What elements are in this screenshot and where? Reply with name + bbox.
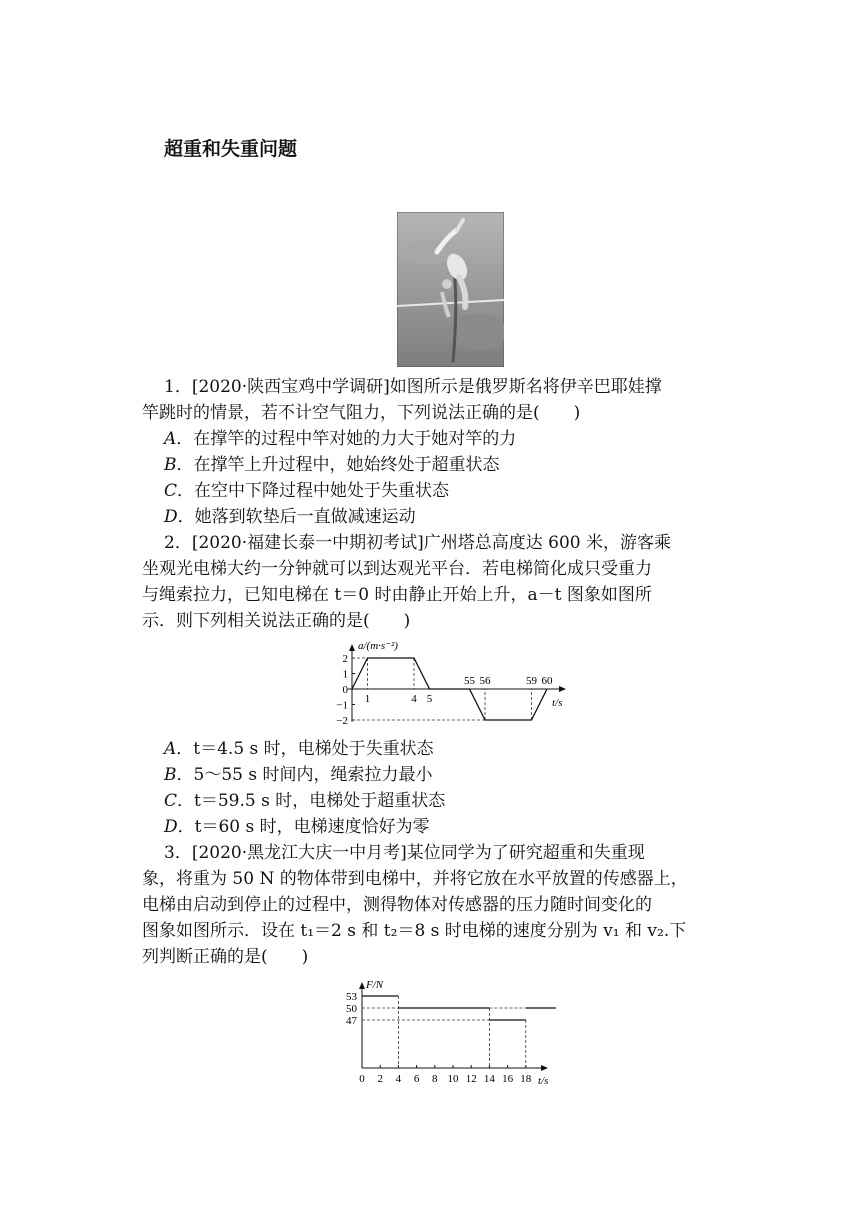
- y-tick-label: 53: [346, 991, 357, 1003]
- pole-vault-photo: [397, 212, 504, 367]
- q1-option-d: [164, 506, 416, 528]
- option-letter: B: [164, 455, 177, 475]
- q2-line-3: 与绳索拉力，已知电梯在 t＝0 时由静止开始上升，a－t 图象如图所: [142, 585, 652, 605]
- x-tick-label: 60: [541, 675, 553, 687]
- q3-line-5: 列判断正确的是( ): [142, 947, 309, 967]
- x-tick-label: 55: [464, 675, 475, 687]
- y-tick-label: 1: [342, 668, 348, 681]
- q2-option-d: [164, 816, 430, 838]
- q2-option-a: [164, 738, 434, 760]
- x-tick-label: 8: [432, 1073, 438, 1085]
- q3-line-3: 电梯由启动到停止的过程中，测得物体对传感器的压力随时间变化的: [142, 895, 652, 915]
- option-letter: C: [164, 791, 178, 811]
- x-axis-arrow: [559, 686, 566, 692]
- x-tick-label: 10: [447, 1073, 459, 1085]
- q1-line-1: 1．[2020·陕西宝鸡中学调研]如图所示是俄罗斯名将伊辛巴耶娃撑: [164, 377, 662, 397]
- y-axis-label: F/N: [366, 979, 384, 991]
- y-tick-label: 0: [342, 684, 348, 696]
- x-tick-label: 5: [426, 693, 433, 705]
- q3-line-4: 图象如图所示．设在 t₁＝2 s 和 t₂＝8 s 时电梯的速度分别为 v₁ 和 v₂.下: [142, 921, 687, 941]
- option-letter: D: [164, 817, 178, 837]
- x-tick-label: 4: [395, 1073, 402, 1085]
- option-letter: D: [164, 507, 178, 527]
- x-tick-label: 2: [377, 1073, 383, 1085]
- q2-line-2: 坐观光电梯大约一分钟就可以到达观光平台．若电梯简化成只受重力: [142, 559, 652, 579]
- x-axis-arrow: [541, 1065, 548, 1071]
- y-axis-label: a/(m·s⁻²): [358, 640, 398, 652]
- q3-line-2: 象，将重为 50 N 的物体带到电梯中，并将它放在水平放置的传感器上，: [142, 869, 688, 889]
- q1-line-2: 竿跳时的情景，若不计空气阻力，下列说法正确的是( ): [142, 403, 581, 423]
- option-text: ．5～55 s 时间内，绳索拉力最小: [176, 765, 433, 785]
- option-text: ．在撑竿的过程中竿对她的力大于她对竿的力: [176, 429, 517, 449]
- y-tick-label: 47: [346, 1015, 357, 1027]
- option-text: ．她落到软垫后一直做减速运动: [177, 507, 416, 527]
- q3-line-1: 3．[2020·黑龙江大庆一中月考]某位同学为了研究超重和失重现: [164, 843, 645, 863]
- option-letter: A: [164, 429, 177, 449]
- y-axis-arrow: [359, 982, 365, 989]
- y-tick-label: 2: [342, 653, 348, 665]
- option-text: ．t＝60 s 时，电梯速度恰好为零: [177, 817, 430, 837]
- x-tick-label: 16: [502, 1073, 514, 1085]
- x-tick-label: 4: [411, 693, 417, 705]
- option-text: ．t＝4.5 s 时，电梯处于失重状态: [176, 739, 434, 759]
- x-tick-label: 6: [413, 1073, 420, 1085]
- q2-option-c: [164, 790, 445, 812]
- x-tick-label: 14: [483, 1073, 495, 1085]
- y-tick-label: −1: [336, 699, 348, 712]
- x-tick-label: 59: [526, 675, 537, 687]
- option-letter: B: [164, 765, 177, 785]
- q2-line-1: 2．[2020·福建长泰一中期初考试]广州塔总高度达 600 米，游客乘: [164, 533, 672, 553]
- page-title: 超重和失重问题: [164, 138, 298, 160]
- q1-option-a: [164, 428, 516, 450]
- x-tick-label: 18: [520, 1073, 532, 1085]
- x-axis-label: t/s: [552, 697, 563, 709]
- option-letter: C: [164, 481, 178, 501]
- x-tick-label: 12: [465, 1073, 477, 1085]
- q2-option-b: [164, 764, 432, 786]
- option-letter: A: [164, 739, 177, 759]
- q1-option-b: [164, 454, 500, 476]
- option-text: ．在撑竿上升过程中，她始终处于超重状态: [176, 455, 500, 475]
- force-time-chart: [336, 976, 556, 1088]
- option-text: ．在空中下降过程中她处于失重状态: [177, 481, 450, 501]
- y-tick-label: 50: [346, 1003, 357, 1015]
- x-tick-label: 1: [364, 693, 371, 705]
- x-axis-label: t/s: [538, 1075, 549, 1087]
- option-text: ．t＝59.5 s 时，电梯处于超重状态: [177, 791, 446, 811]
- x-tick-label: 56: [479, 675, 491, 687]
- q2-line-4: 示．则下列相关说法正确的是( ): [142, 611, 411, 631]
- y-tick-label: −2: [336, 715, 348, 727]
- y-axis-arrow: [349, 644, 355, 651]
- q1-option-c: [164, 480, 449, 502]
- x-tick-label: 0: [359, 1073, 365, 1085]
- acceleration-time-chart: [330, 636, 570, 731]
